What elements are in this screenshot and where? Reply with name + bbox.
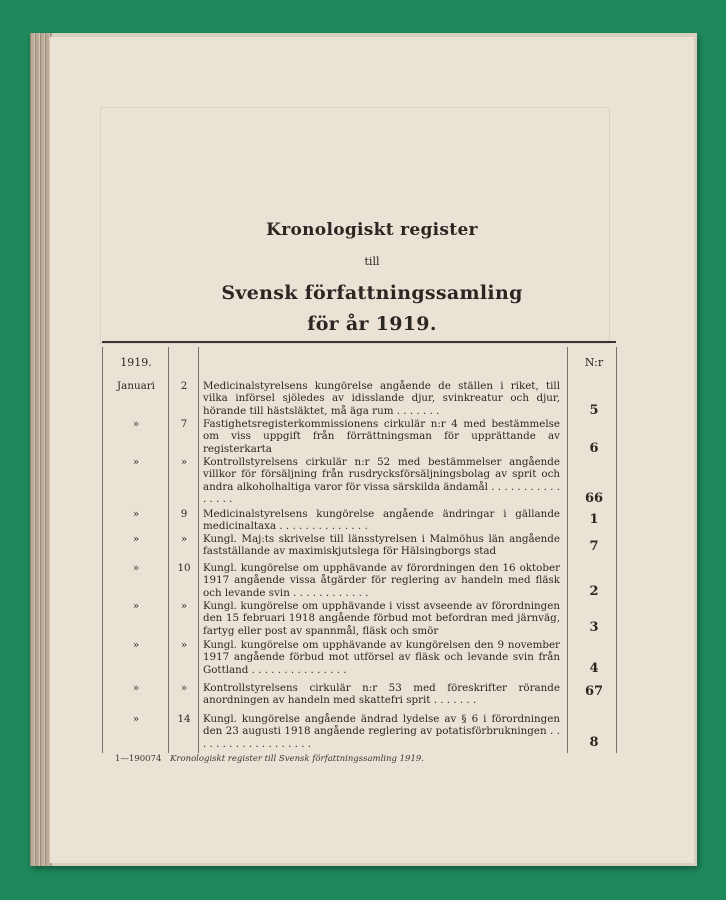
day-cell: 7: [180, 418, 188, 430]
title-line-4: för år 1919.: [307, 313, 437, 335]
month-cell: »: [132, 562, 140, 574]
entry-text: Kungl. kungörelse om upphävande av förordningen den 16 oktober 1917 angående vissa åtgärder för reglering av handeln med fläsk och levande svin . . . . . . . . . . . .: [203, 562, 560, 599]
day-cell: »: [180, 639, 188, 651]
nr-cell: 67: [584, 684, 604, 699]
column-divider: [198, 347, 199, 753]
entry-text: Kontrollstyrelsens cirkulär n:r 52 med bestämmelser angående villkor för försäljning från rusdrycksförsäljningsbolag av sprit och andra alkoholhaltiga varor för vissa särskilda ändamål . . . . . . . . . . . . . . . .: [203, 456, 560, 506]
month-cell: »: [132, 600, 140, 612]
nr-cell: 3: [589, 620, 599, 635]
nr-cell: 4: [589, 661, 599, 676]
day-cell: 10: [177, 562, 191, 574]
month-cell: »: [132, 713, 140, 725]
day-cell: 9: [180, 508, 188, 520]
nr-cell: 8: [589, 735, 599, 750]
footer-text: Kronologiskt register till Svensk författningssamling 1919.: [170, 754, 424, 764]
nr-cell: 1: [589, 512, 599, 527]
day-cell: »: [180, 456, 188, 468]
table-border-left: [102, 347, 103, 753]
entry-text: Medicinalstyrelsens kungörelse angående de ställen i riket, till vilka införsel sjöledes av idisslande djur, svinkreatur och djur, hörande till hästsläktet, må äga rum . . . . . . .: [203, 380, 560, 417]
entry-text: Medicinalstyrelsens kungörelse angående ändringar i gällande medicinaltaxa . . . . . . . . . . . . . .: [203, 508, 560, 533]
year-header: 1919.: [120, 356, 152, 369]
day-cell: »: [180, 600, 188, 612]
nr-cell: 5: [589, 403, 599, 418]
register-table: [102, 341, 616, 753]
day-cell: »: [180, 533, 188, 545]
month-cell: Januari: [117, 380, 155, 392]
title-line-1: Kronologiskt register: [266, 220, 478, 240]
day-cell: »: [180, 682, 188, 694]
month-cell: »: [132, 418, 140, 430]
entry-text: Kungl. kungörelse om upphävande av kungörelsen den 9 november 1917 angående förbud mot utförsel av fläsk och levande svin från Gottland . . . . . . . . . . . . . . .: [203, 639, 560, 676]
nr-header: N:r: [584, 356, 604, 369]
entry-text: Kontrollstyrelsens cirkulär n:r 53 med föreskrifter rörande anordningen av handeln med skattefri sprit . . . . . . .: [203, 682, 560, 707]
day-cell: 14: [177, 713, 191, 725]
month-cell: »: [132, 456, 140, 468]
page-footer: [115, 754, 424, 764]
table-border-right: [616, 347, 617, 753]
column-divider: [168, 347, 169, 753]
month-cell: »: [132, 533, 140, 545]
document-page: [50, 37, 694, 863]
nr-cell: 6: [589, 441, 599, 456]
footer-number: 1—190074: [115, 754, 162, 764]
book-spine: [30, 33, 52, 866]
nr-cell: 66: [584, 491, 604, 506]
nr-cell: 7: [589, 539, 599, 554]
month-cell: »: [132, 639, 140, 651]
month-cell: »: [132, 508, 140, 520]
entry-text: Kungl. Maj:ts skrivelse till länsstyrelsen i Malmöhus län angående fastställande av maximiskjutslega för Hälsingborgs stad: [203, 533, 560, 558]
nr-cell: 2: [589, 584, 599, 599]
entry-text: Kungl. kungörelse om upphävande i visst avseende av förordningen den 15 februari 1918 angående förbud mot befordran med järnväg, fartyg eller post av spannmål, fläsk och smör: [203, 600, 560, 637]
entry-text: Kungl. kungörelse angående ändrad lydelse av § 6 i förordningen den 23 augusti 1918 angående reglering av potatisförbrukningen . . . . . . . . . . . . . . . . . . .: [203, 713, 560, 750]
title-line-2: till: [364, 255, 380, 268]
month-cell: »: [132, 682, 140, 694]
entry-text: Fastighetsregisterkommissionens cirkulär n:r 4 med bestämmelse om viss uppgift från förrättningsman för upprättande av registerkarta: [203, 418, 560, 455]
column-divider: [567, 347, 568, 753]
title-line-3: Svensk författningssamling: [221, 282, 523, 304]
day-cell: 2: [180, 380, 188, 392]
